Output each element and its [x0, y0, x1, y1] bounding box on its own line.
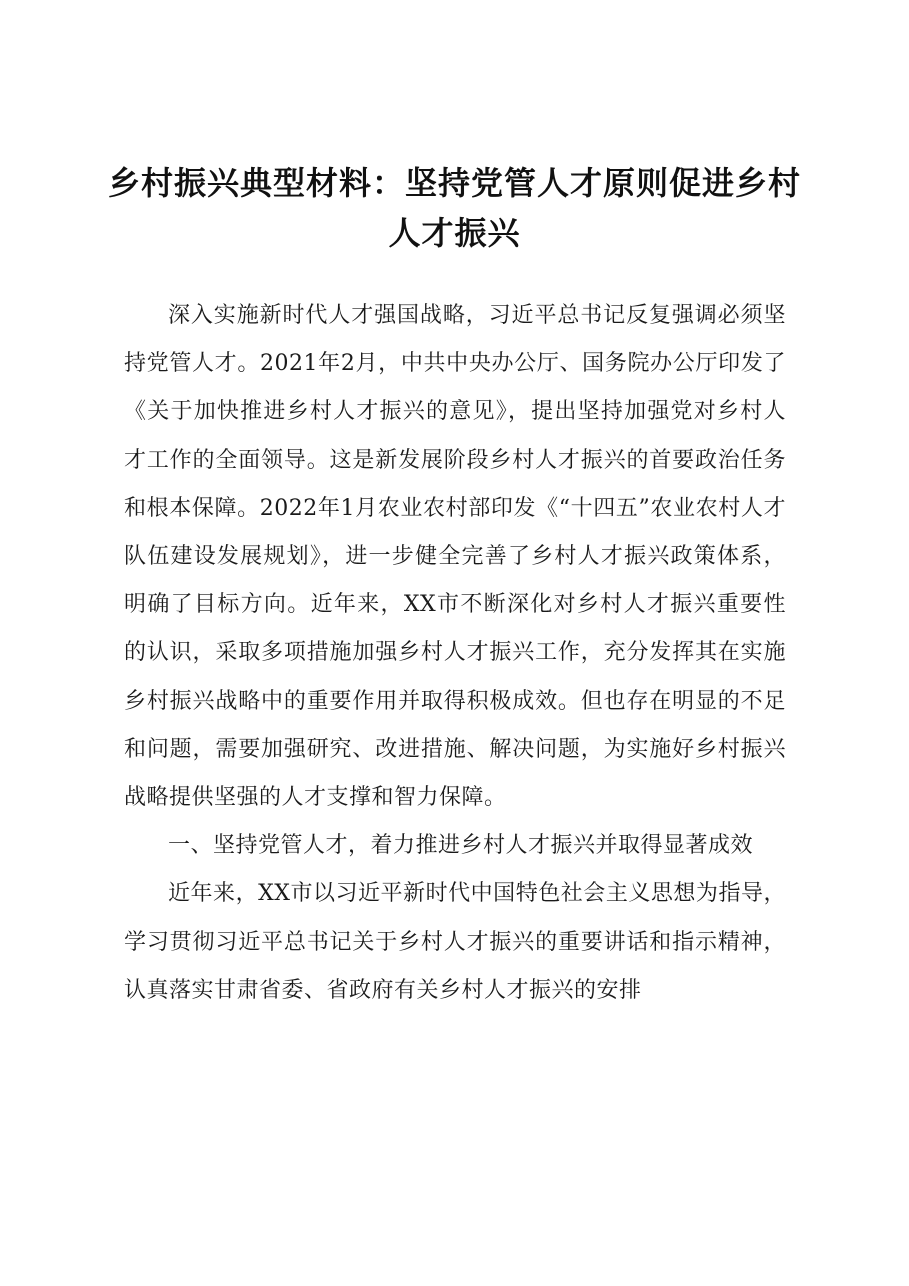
document-title: 乡村振兴典型材料：坚持党管人才原则促进乡村人才振兴: [107, 164, 801, 252]
paragraph-intro: 深入实施新时代人才强国战略，习近平总书记反复强调必须坚持党管人才。2021年2月，中共中央办公厅、国务院办公厅印发了《关于加快推进乡村人才振兴的意见》，提出坚持加强党对乡村人才工作的全面领导。这是新发展阶段乡村人才振兴的首要政治任务和根本保障。2022年1月农业农村部印发《“十四五”农业农村人才队伍建设发展规划》，进一步健全完善了乡村人才振兴政策体系，明确了目标方向。近年来，XX市不断深化对乡村人才振兴重要性的认识，采取多项措施加强乡村人才振兴工作，充分发挥其在实施乡村振兴战略中的重要作用并取得积极成效。但也存在明显的不足和问题，需要加强研究、改进措施、解决问题，为实施好乡村振兴战略提供坚强的人才支撑和智力保障。: [124, 303, 786, 811]
paragraph-section-1: 近年来，XX市以习近平新时代中国特色社会主义思想为指导，学习贯彻习近平总书记关于乡村人才振兴的重要讲话和指示精神，认真落实甘肃省委、省政府有关乡村人才振兴的安排: [124, 881, 786, 1003]
document-body: [124, 292, 786, 1015]
section-heading-1: 一、坚持党管人才，着力推进乡村人才振兴并取得显著成效: [168, 833, 754, 859]
